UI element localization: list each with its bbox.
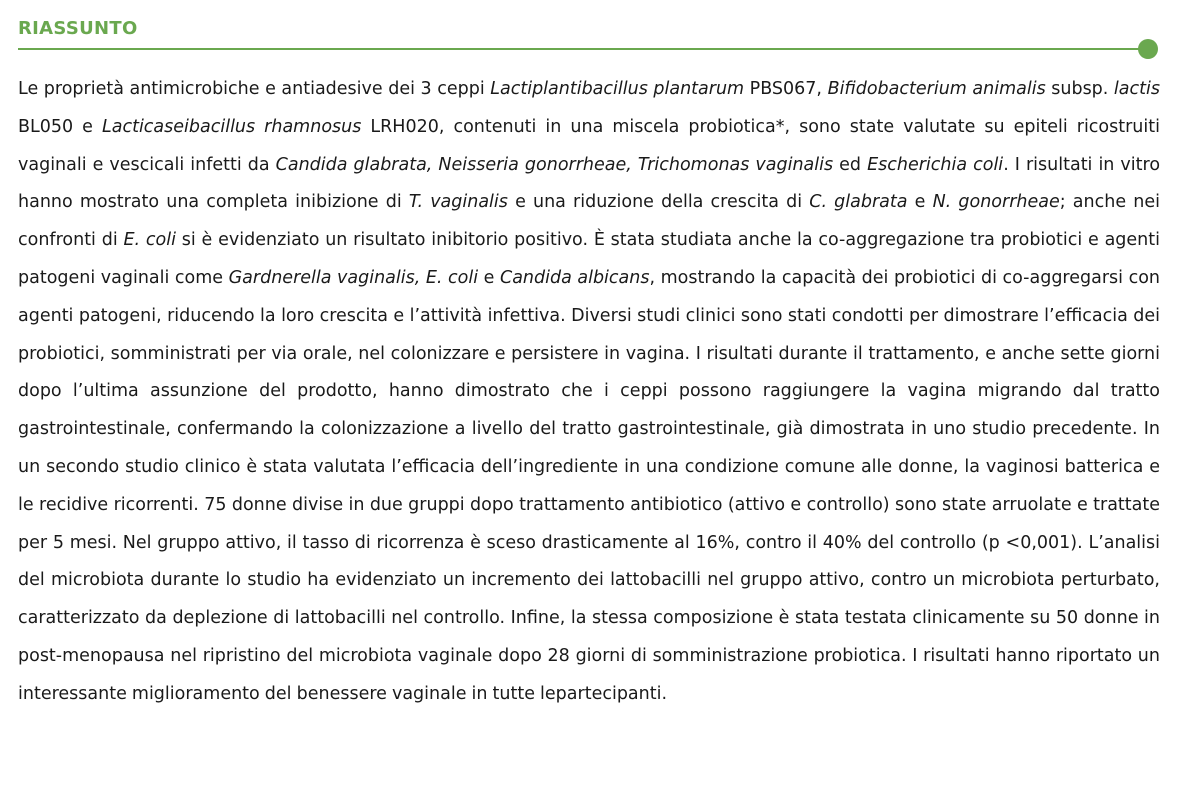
species-name: Bifidobacterium animalis bbox=[827, 79, 1046, 99]
summary-text-segment: e una riduzione della crescita di bbox=[507, 192, 810, 213]
summary-text-segment: subsp. bbox=[1045, 79, 1114, 99]
species-name: Escherichia coli bbox=[867, 154, 1004, 175]
summary-text-segment: ed bbox=[833, 154, 868, 175]
divider-end-dot bbox=[1138, 39, 1158, 59]
summary-text-segment: ; anche nei confronti di bbox=[18, 192, 1160, 251]
summary-text-segment: e bbox=[478, 267, 500, 288]
summary-text-segment: si è evidenziato un risultato inibitorio positivo. È stata studiata anche la co-aggregazione tra probiotici e agenti patogeni vaginali come bbox=[18, 230, 1160, 288]
species-name: Lactiplantibacillus plantarum bbox=[490, 79, 745, 99]
summary-text-segment: , mostrando la capacità dei probiotici di co-aggregarsi con agenti patogeni, riducendo la loro crescita e l’attività infettiva. Diversi studi clinici sono stati condotti per dimostrare l’efficacia dei probiotici, somministrati per via orale, nel colonizzare e persistere in vagina. I risultati durante il trattamento, e anche sette giorni dopo l’ultima assunzione del prodotto, hanno dimostrato che i ceppi possono raggiungere la vagina migrando dal tratto gastrointestinale, confermando la colonizzazione a livello del tratto gastrointestinale, già dimostrata in uno studio precedente. In un secondo studio clinico è stata valutata l’efficacia dell’ingrediente in una condizione comune alle donne, la vaginosi batterica e le recidive ricorrenti. 75 donne divise in due gruppi dopo trattamento antibiotico (attivo e controllo) sono state arruolate e trattate per 5 mesi. Nel gruppo attivo, il tasso di ricorrenza è sceso drasticamente al 16%, contro il 40% del controllo (p <0,001). L’analisi del microbiota durante lo studio ha evidenziato un incremento dei lattobacilli nel gruppo attivo, contro un microbiota perturbato, caratterizzato da deplezione di lattobacilli nel controllo. Infine, la stessa composizione è stata testata clinicamente su 50 donne in post-menopausa nel ripristino del microbiota vaginale dopo 28 giorni di somministrazione probiotica. I risultati hanno riportato un interessante miglioramento del benessere vaginale in tutte lepartecipanti. bbox=[18, 267, 1160, 704]
summary-text-segment: e bbox=[907, 192, 933, 213]
species-name: lactis bbox=[1113, 79, 1160, 99]
summary-text-segment: BL050 e bbox=[18, 116, 102, 137]
species-name: Lacticaseibacillus rhamnosus bbox=[101, 116, 362, 137]
summary-text-segment: Le proprietà antimicrobiche e antiadesive dei 3 ceppi bbox=[18, 79, 491, 99]
species-name: E. coli bbox=[123, 230, 176, 251]
species-name: T. vaginalis bbox=[408, 192, 508, 213]
summary-paragraph bbox=[18, 71, 1160, 714]
species-name: Gardnerella vaginalis, E. coli bbox=[228, 267, 479, 288]
summary-text-segment: . I risultati in vitro hanno mostrato una completa inibizione di bbox=[18, 154, 1161, 213]
section-header bbox=[18, 18, 1160, 52]
summary-text-segment: PBS067, bbox=[744, 79, 828, 99]
species-name: Candida albicans bbox=[499, 267, 650, 288]
species-name: Candida glabrata, Neisseria gonorrheae, Trichomonas vaginalis bbox=[275, 154, 834, 175]
summary-text-segment: LRH020, contenuti in una miscela probiotica*, sono state valutate su epiteli ricostruiti vaginali e vescicali infetti da bbox=[18, 116, 1160, 175]
section-title: RIASSUNTO bbox=[18, 18, 138, 39]
species-name: N. gonorrheae bbox=[932, 192, 1060, 213]
species-name: C. glabrata bbox=[809, 192, 908, 213]
section-divider bbox=[18, 48, 1140, 50]
